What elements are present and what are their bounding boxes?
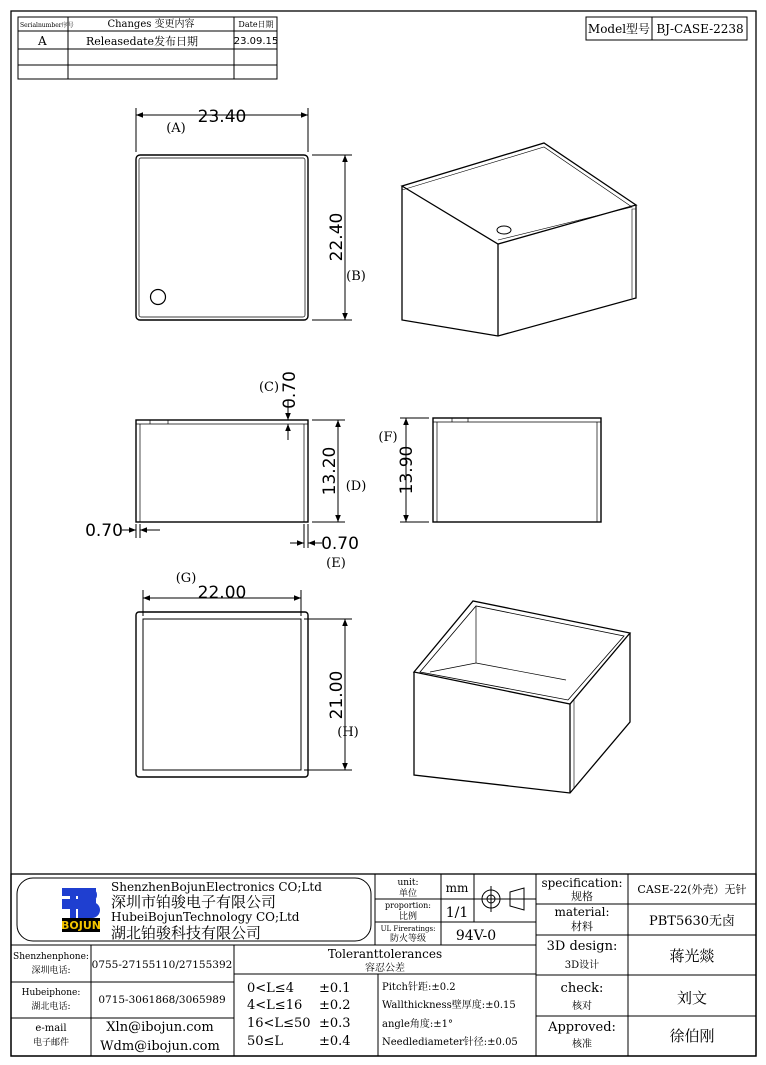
tolerance-title-cn: 容忍公差 xyxy=(365,963,405,974)
dim-top-width-tag: (A) xyxy=(166,121,186,136)
dim-bottom-width-tag: (G) xyxy=(175,571,197,586)
ul-label-cn: 防火等级 xyxy=(389,934,427,944)
material-value: PBT5630无卤 xyxy=(648,914,736,929)
dim-front-height: 13.20 xyxy=(320,446,340,496)
dim-bottom-width: 22.00 xyxy=(197,583,247,603)
front-view xyxy=(122,400,345,548)
spec-label-cn: 规格 xyxy=(571,890,593,903)
unit-label: unit: xyxy=(397,878,419,888)
dim-top-height: 22.40 xyxy=(327,212,347,262)
dim-wall-top: 0.70 xyxy=(280,371,300,409)
bottom-view xyxy=(136,590,352,777)
rev-row-change: Releasedate发布日期 xyxy=(86,35,199,48)
check-label-cn: 核对 xyxy=(572,1001,592,1012)
bojun-logo xyxy=(61,888,101,932)
top-view xyxy=(136,108,352,320)
dim-top-width: 23.40 xyxy=(197,107,247,127)
rev-header-changes: Changes 变更内容 xyxy=(107,19,195,30)
proportion-label: proportion: xyxy=(385,901,431,910)
contact-sz-value: 0755-27155110/27155392 xyxy=(91,959,233,971)
tol-value-2: ±0.3 xyxy=(319,1016,351,1031)
iso-view-closed xyxy=(402,143,636,336)
tol-note-0: Pitch针距:±0.2 xyxy=(382,982,456,993)
tol-range-1: 4<L≤16 xyxy=(247,998,303,1013)
proportion-label-cn: 比例 xyxy=(398,912,418,922)
tol-note-2: angle角度:±1° xyxy=(382,1019,454,1030)
rev-row-date: 23.09.15 xyxy=(233,36,279,47)
dim-side-height-tag: (F) xyxy=(378,430,398,445)
material-label-cn: 材料 xyxy=(571,920,593,933)
unit-value: mm xyxy=(445,881,469,895)
approved-label: Approved: xyxy=(548,1020,616,1035)
company-line1: ShenzhenBojunElectronics CO;Ltd xyxy=(111,880,322,894)
dim-wall-right-tag: (E) xyxy=(326,556,346,571)
spec-value: CASE-22(外壳）无针 xyxy=(637,883,747,896)
tol-value-3: ±0.4 xyxy=(319,1034,351,1049)
contact-hb-label-cn: 湖北电话: xyxy=(31,1002,71,1012)
dim-side-height: 13.90 xyxy=(397,445,417,495)
contact-email-label: e-mail xyxy=(35,1023,67,1034)
side-view xyxy=(400,418,601,522)
rev-row-serial: A xyxy=(38,34,47,48)
contact-sz-label-cn: 深圳电话: xyxy=(31,966,71,976)
rev-header-serial: Serialnumber序号 xyxy=(20,22,74,29)
logo-text: BOJUN xyxy=(61,919,101,932)
tol-range-0: 0<L≤4 xyxy=(247,981,294,996)
rev-header-date: Date日期 xyxy=(238,20,274,29)
design-label-cn: 3D设计 xyxy=(564,960,600,971)
tol-value-0: ±0.1 xyxy=(319,981,351,996)
contact-email-1: Xln@ibojun.com xyxy=(106,1020,214,1035)
tol-range-3: 50≤L xyxy=(247,1034,284,1049)
contact-hb-label: Hubeiphone: xyxy=(21,988,81,998)
material-label: material: xyxy=(554,905,610,919)
dim-wall-left: 0.70 xyxy=(85,521,123,541)
dim-top-height-tag: (B) xyxy=(346,269,366,284)
dim-wall-top-tag: (C) xyxy=(258,380,280,395)
iso-view-open xyxy=(414,601,630,793)
check-value: 刘文 xyxy=(676,989,708,1007)
dim-front-height-tag: (D) xyxy=(345,479,367,494)
company-line2: 深圳市铂骏电子有限公司 xyxy=(111,893,277,911)
design-value: 蒋光燚 xyxy=(669,947,715,965)
contact-hb-value: 0715-3061868/3065989 xyxy=(98,994,226,1006)
tol-note-1: Wallthickness壁厚度:±0.15 xyxy=(382,1000,516,1011)
design-label: 3D design: xyxy=(546,939,618,954)
approved-value: 徐伯刚 xyxy=(669,1027,715,1045)
tolerance-title: Toleranttolerances xyxy=(327,947,443,961)
contact-email-label-cn: 电子邮件 xyxy=(32,1038,70,1048)
company-line3: HubeiBojunTechnology CO;Ltd xyxy=(111,910,300,924)
ul-value: 94V-0 xyxy=(455,928,497,944)
dim-wall-right: 0.70 xyxy=(321,534,359,554)
dim-bottom-height-tag: (H) xyxy=(337,725,359,740)
company-line4: 湖北铂骏科技有限公司 xyxy=(111,924,262,942)
dim-bottom-height: 21.00 xyxy=(327,670,347,720)
contact-email-2: Wdm@ibojun.com xyxy=(100,1039,220,1054)
model-label: Model型号 xyxy=(587,22,651,36)
ul-label: UL Fireratings: xyxy=(380,925,436,933)
tol-value-1: ±0.2 xyxy=(319,998,351,1013)
approved-label-cn: 核准 xyxy=(572,1039,592,1050)
tol-note-3: Needlediameter针径:±0.05 xyxy=(382,1037,518,1048)
spec-label: specification: xyxy=(541,876,623,890)
model-value: BJ-CASE-2238 xyxy=(656,22,744,36)
contact-sz-label: Shenzhenphone: xyxy=(13,952,89,962)
unit-label-cn: 单位 xyxy=(398,889,418,899)
proportion-value: 1/1 xyxy=(445,905,469,921)
check-label: check: xyxy=(560,981,604,996)
tol-range-2: 16<L≤50 xyxy=(247,1016,311,1031)
